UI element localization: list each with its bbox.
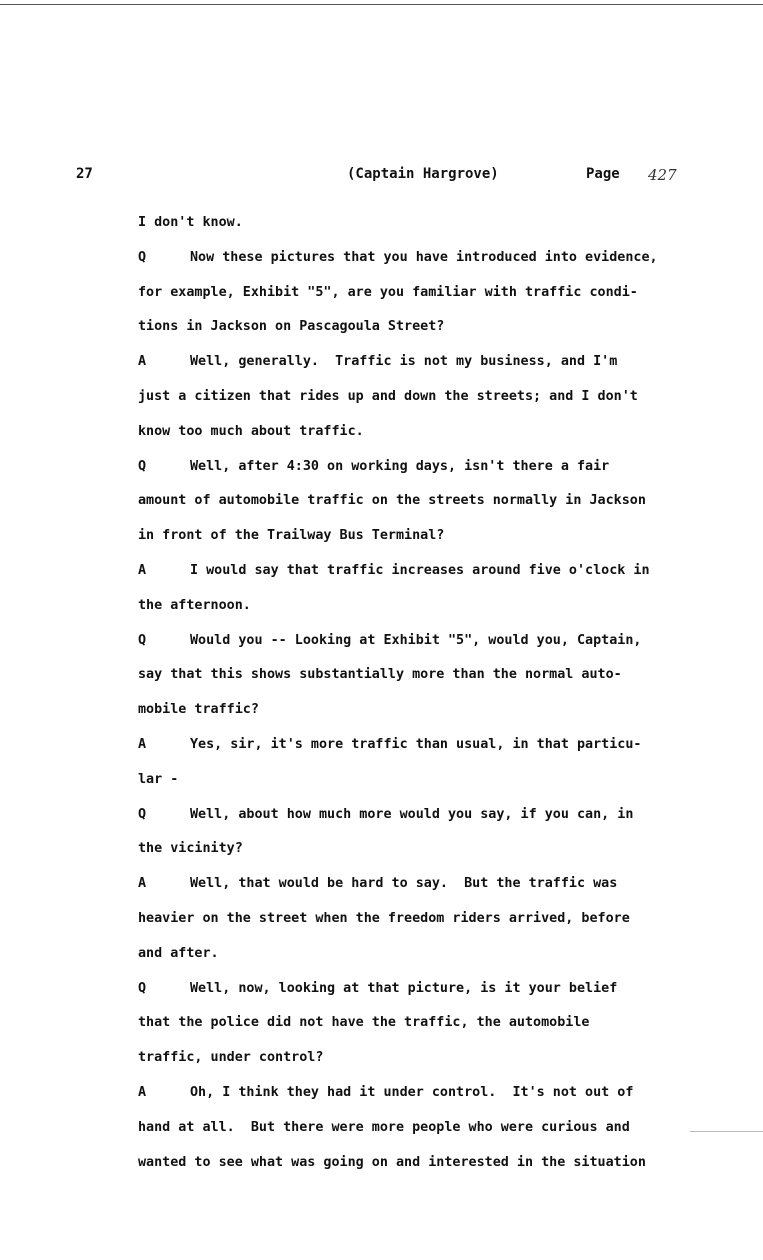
transcript-line (138, 318, 444, 336)
transcript-line (138, 284, 638, 302)
transcript-line (138, 492, 646, 510)
line-text: tions in Jackson on Pascagoula Street? (138, 319, 445, 335)
transcript-line (138, 771, 178, 789)
speaker-label: Q (138, 806, 147, 822)
line-text: lar - (138, 771, 179, 787)
line-text: hand at all. But there were more people who were curious and (138, 1119, 630, 1135)
transcript-line (138, 840, 243, 858)
line-text: say that this shows substantially more than the normal auto- (138, 667, 622, 683)
line-text: Yes, sir, it's more traffic than usual, in that particu- (190, 737, 642, 752)
transcript-line (138, 423, 364, 441)
speaker-label: A (138, 354, 147, 370)
line-text: wanted to see what was going on and interested in the situation (138, 1154, 646, 1170)
transcript-line (138, 701, 259, 719)
line-text: heavier on the street when the freedom riders arrived, before (138, 911, 630, 926)
speaker-label: Q (138, 249, 147, 265)
transcript-line (138, 597, 251, 615)
transcript-line (138, 1084, 633, 1102)
transcript-line (138, 527, 444, 545)
top-rule (0, 4, 763, 5)
transcript-line (138, 1119, 630, 1137)
speaker-label: A (138, 563, 147, 578)
line-text: in front of the Trailway Bus Terminal? (138, 528, 445, 544)
transcript-line (138, 980, 617, 998)
page-label: Page (586, 166, 620, 182)
line-text: Now these pictures that you have introduced into evidence, (190, 249, 658, 265)
transcript-line (138, 1049, 323, 1067)
line-text: Would you -- Looking at Exhibit "5", would you, Captain, (190, 632, 642, 648)
transcript-line (138, 632, 641, 650)
margin-rule (690, 1131, 763, 1132)
line-text: that the police did not have the traffic, the automobile (138, 1015, 590, 1031)
transcript-line (138, 945, 219, 963)
line-text: just a citizen that rides up and down the streets; and I don't (138, 389, 638, 404)
line-text: Well, after 4:30 on working days, isn't there a fair (190, 458, 610, 474)
header-title: (Captain Hargrove) (347, 166, 499, 182)
line-text: I don't know. (138, 215, 243, 230)
line-text: traffic, under control? (138, 1050, 324, 1066)
transcript-line (138, 910, 630, 928)
transcript-line (138, 562, 650, 580)
line-text: Well, now, looking at that picture, is it your belief (190, 980, 618, 996)
line-text: the afternoon. (138, 597, 251, 613)
speaker-label: A (138, 1085, 147, 1100)
line-text: for example, Exhibit "5", are you familiar with traffic condi- (138, 284, 638, 300)
line-text: Well, about how much more would you say, if you can, in (190, 806, 634, 822)
page-number-left: 27 (76, 166, 93, 182)
transcript-line (138, 1014, 589, 1032)
transcript-line (138, 249, 658, 267)
line-text: amount of automobile traffic on the streets normally in Jackson (138, 493, 646, 509)
transcript-line (138, 214, 243, 232)
line-text: the vicinity? (138, 841, 243, 857)
transcript-line (138, 388, 638, 406)
line-text: Well, generally. Traffic is not my business, and I'm (190, 354, 618, 370)
line-text: know too much about traffic. (138, 423, 364, 439)
line-text: Oh, I think they had it under control. It's not out of (190, 1085, 634, 1100)
transcript-line (138, 458, 609, 476)
speaker-label: A (138, 876, 147, 892)
speaker-label: A (138, 737, 147, 752)
speaker-label: Q (138, 980, 147, 996)
line-text: mobile traffic? (138, 702, 259, 718)
page-handwritten-number: 427 (648, 166, 677, 184)
speaker-label: Q (138, 458, 147, 474)
line-text: I would say that traffic increases around five o'clock in (190, 563, 650, 578)
transcript-line (138, 353, 617, 371)
transcript-line (138, 875, 617, 893)
line-text: Well, that would be hard to say. But the traffic was (190, 876, 618, 892)
speaker-label: Q (138, 632, 147, 648)
line-text: and after. (138, 945, 219, 961)
transcript-line (138, 666, 622, 684)
transcript-line (138, 736, 641, 754)
transcript-line (138, 806, 633, 824)
transcript-line (138, 1154, 646, 1172)
